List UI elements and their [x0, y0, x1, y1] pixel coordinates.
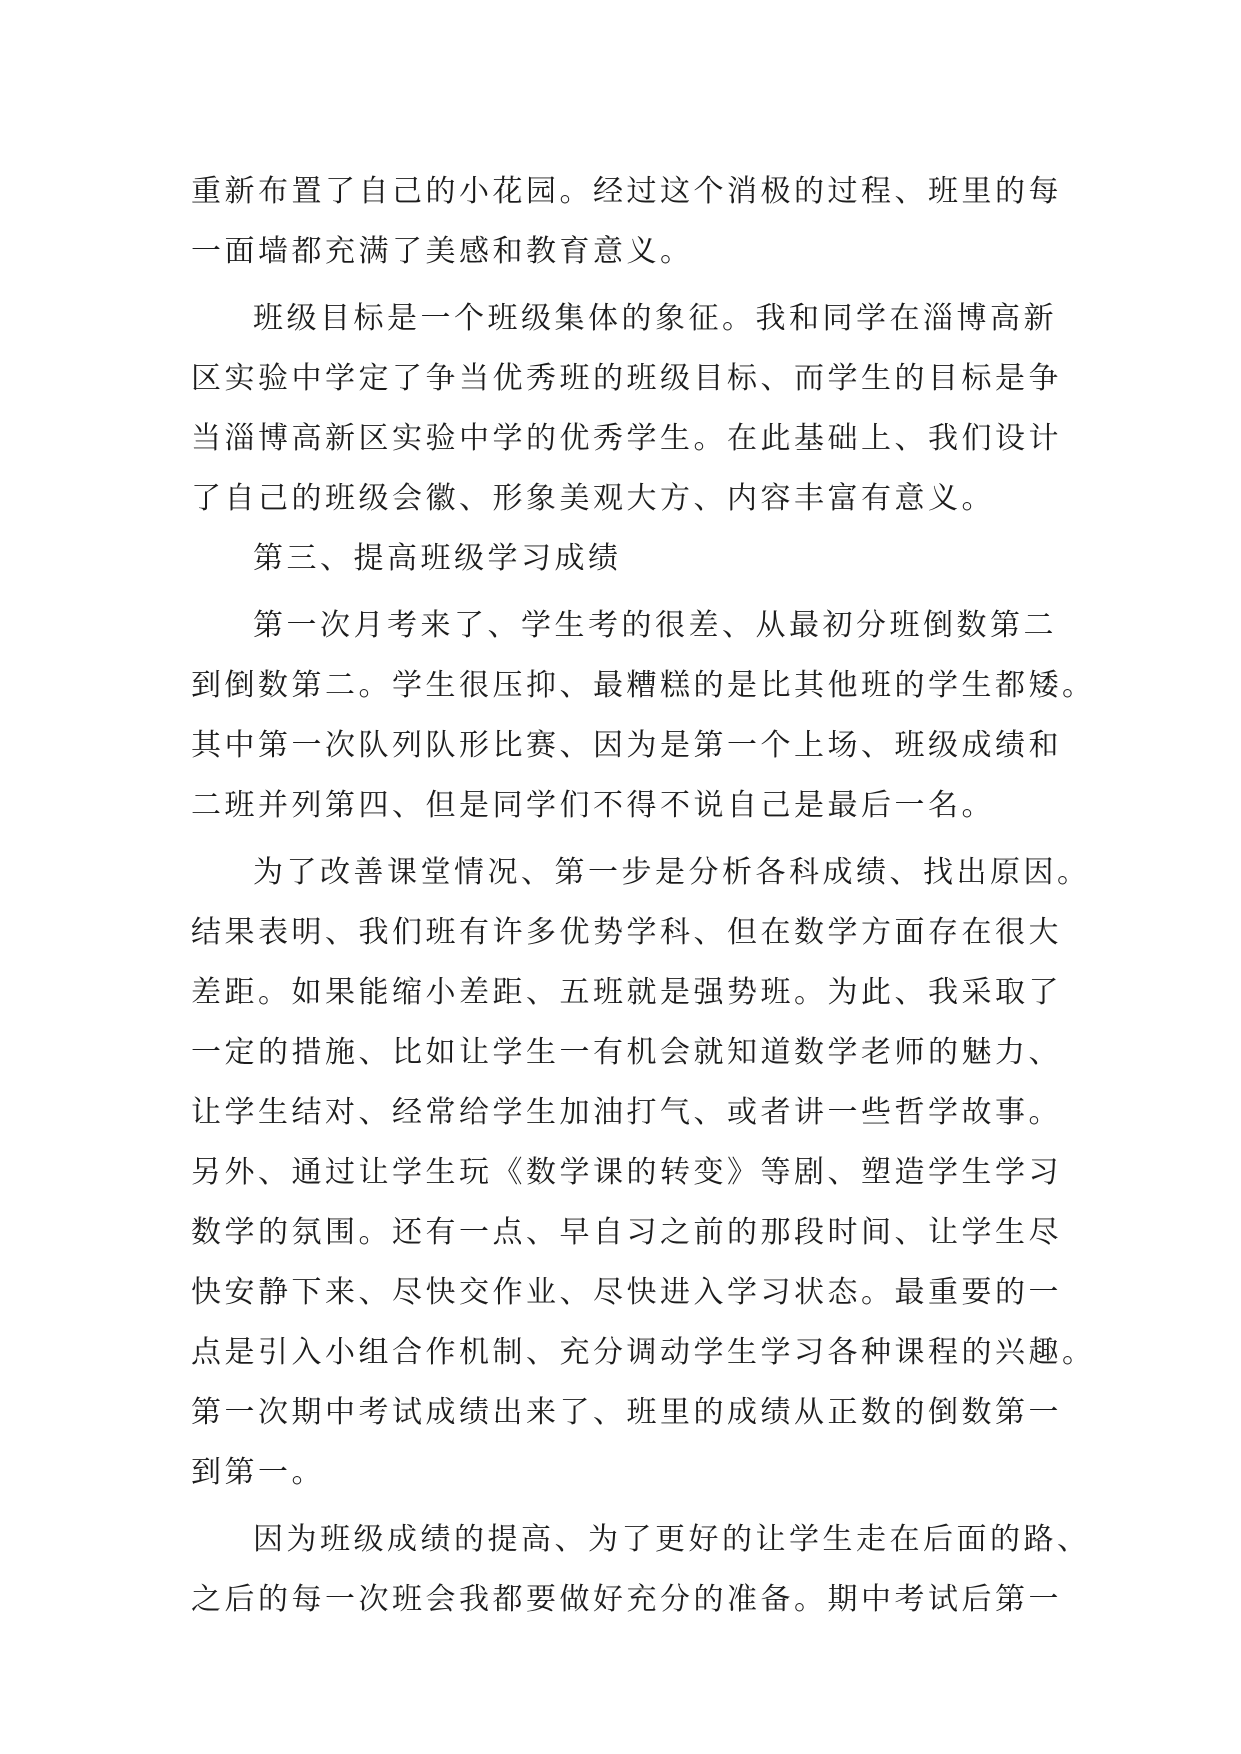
paragraph-line: 点是引入小组合作机制、充分调动学生学习各种课程的兴趣。: [191, 1335, 1096, 1370]
paragraph-line: 第一次期中考试成绩出来了、班里的成绩从正数的倒数第一: [191, 1395, 1062, 1430]
paragraph-line: 结果表明、我们班有许多优势学科、但在数学方面存在很大: [191, 915, 1062, 950]
paragraph-line: 另外、通过让学生玩《数学课的转变》等剧、塑造学生学习: [191, 1155, 1062, 1190]
paragraph-line: 了自己的班级会徽、形象美观大方、内容丰富有意义。: [191, 481, 995, 516]
paragraph-line: 重新布置了自己的小花园。经过这个消极的过程、班里的每: [191, 174, 1062, 209]
paragraph-line: 为了改善课堂情况、第一步是分析各科成绩、找出原因。: [253, 855, 1091, 890]
body-text: [191, 162, 1096, 1630]
paragraph-line: 班级目标是一个班级集体的象征。我和同学在淄博高新: [253, 301, 1057, 336]
paragraph-line: 区实验中学定了争当优秀班的班级目标、而学生的目标是争: [191, 361, 1062, 396]
paragraph-line: 到倒数第二。学生很压抑、最糟糕的是比其他班的学生都矮。: [191, 668, 1096, 703]
paragraph-line: 差距。如果能缩小差距、五班就是强势班。为此、我采取了: [191, 975, 1062, 1010]
paragraph-line: 让学生结对、经常给学生加油打气、或者讲一些哲学故事。: [191, 1095, 1062, 1130]
paragraph-line: 数学的氛围。还有一点、早自习之前的那段时间、让学生尽: [191, 1215, 1062, 1250]
paragraph-line: 快安静下来、尽快交作业、尽快进入学习状态。最重要的一: [191, 1275, 1062, 1310]
paragraph-line: 二班并列第四、但是同学们不得不说自己是最后一名。: [191, 788, 995, 823]
paragraph-line: 到第一。: [191, 1455, 325, 1490]
paragraph-line: 第一次月考来了、学生考的很差、从最初分班倒数第二: [253, 608, 1057, 643]
paragraph-line: 一定的措施、比如让学生一有机会就知道数学老师的魅力、: [191, 1035, 1062, 1070]
paragraph-line: 一面墙都充满了美感和教育意义。: [191, 234, 694, 269]
paragraph-line: 其中第一次队列队形比赛、因为是第一个上场、班级成绩和: [191, 728, 1062, 763]
paragraph-line: 之后的每一次班会我都要做好充分的准备。期中考试后第一: [191, 1582, 1062, 1617]
section-heading: 第三、提高班级学习成绩: [253, 541, 622, 576]
paragraph-line: 当淄博高新区实验中学的优秀学生。在此基础上、我们设计: [191, 421, 1062, 456]
paragraph-line: 因为班级成绩的提高、为了更好的让学生走在后面的路、: [253, 1522, 1091, 1557]
